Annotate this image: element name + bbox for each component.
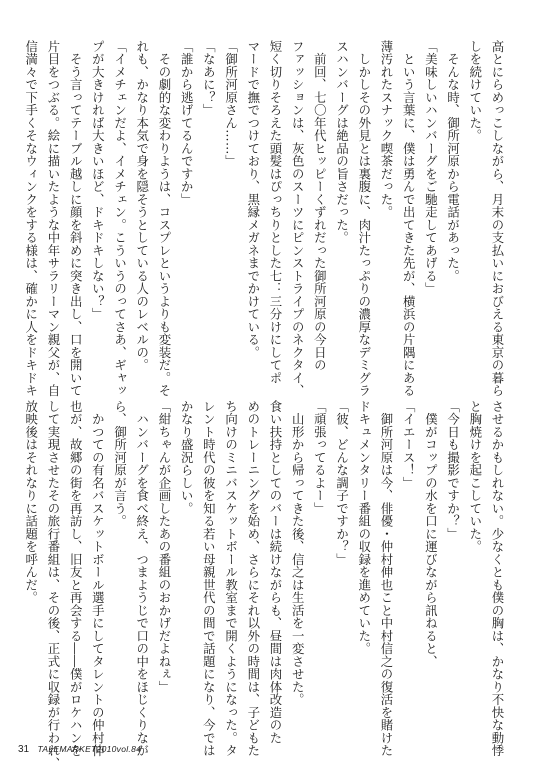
text-line: 「御所河原さん……」 <box>223 40 239 168</box>
text-line: 放映後はそれなりに話題を呼んだ。 <box>23 400 39 604</box>
text-line: 「頑張ってるよー」 <box>312 400 328 515</box>
text-line: 僕がコップの水を口に運びながら訊ねると、 <box>423 400 439 668</box>
text-line: させるかもしれない。少なくとも僕の胸は、かなり不快な動悸 <box>490 400 505 757</box>
text-line: 薄汚れたスナック喫茶だった。 <box>378 40 394 219</box>
text-line: かなり盛況らしい。 <box>179 400 195 515</box>
text-line: ドキュメンタリー番組の収録を進めていた。 <box>356 400 372 655</box>
text-line: ハンバーグを食べ終え、つまようじで口の中をほじくりなが <box>134 400 150 757</box>
text-line: 短く切りそろえた頭髪はぴっちりとした七：三分けにしてポ <box>267 40 283 385</box>
text-line: 食い扶持としてのバーは続けながらも、昼間は肉体改造のた <box>267 400 283 745</box>
text-line: プが大きければ大きいほど、ドキドキしない？」 <box>90 40 106 321</box>
text-line: 「なあに？」 <box>201 40 217 117</box>
text-line: かつての有名バスケットボール選手にしてタレントの仲村伸 <box>90 400 106 757</box>
text-line: そう言ってテーブル越しに顔を斜めに突き出し、口を開いて <box>68 40 84 397</box>
upper-text-block <box>23 40 508 397</box>
text-line: 前回、七〇年代ヒッピーくずれだった御所河原の今日の <box>312 40 328 372</box>
text-line: そんな時、御所河原から電話があった。 <box>445 40 461 283</box>
text-line: 「誰から逃げてるんですか」 <box>179 40 195 206</box>
text-line: マードで撫でつけており、黒縁メガネまでかけている。 <box>245 40 261 359</box>
text-line: という言葉に、僕は勇んで出てきた先が、横浜の片隅にある <box>401 40 417 397</box>
text-line: スハンバーグは絶品の旨さだった。 <box>334 40 350 244</box>
text-line: 「イエース！」 <box>401 400 417 490</box>
text-line: 也が、故郷の街を再訪し、旧友と再会する――僕がロケハンを <box>68 400 84 757</box>
page-number: 31 <box>18 744 30 755</box>
text-line: ち向けのミニバスケットボール教室まで開くようになった。タ <box>223 400 239 757</box>
text-line: 片目をつぶる。絵に描いたような中年サラリーマン親父が、自 <box>45 40 61 397</box>
text-line: その劇的な変わりようは、コスプレというよりも変装だ。そ <box>156 40 172 397</box>
text-line: 高とにらめっこしながら、月末の支払いにおびえる東京の暮ら <box>490 40 505 397</box>
text-line: 山形から帰ってきた後、信之は生活を一変させた。 <box>290 400 306 706</box>
text-line: 「イメチェンだよ、イメチェン。こういうのってさあ、ギャッ <box>112 40 128 397</box>
text-line: ら、御所河原が言う。 <box>112 400 128 528</box>
text-line: 「美味しいハンバーグをご馳走してあげる」 <box>423 40 439 295</box>
text-line: 御所河原は今、俳優・仲村伸也こと中村信之の復活を賭けた <box>378 400 394 757</box>
text-line: 信満々で下手くそなウィンクをする様は、確かに人をドキドキ <box>23 40 39 397</box>
text-line: 「今日も撮影ですか？」 <box>445 400 461 541</box>
text-line: しかしその外見とは裏腹に、肉汁たっぷりの濃厚なデミグラ <box>356 40 372 397</box>
publication-name: TALEMARKET2010vol.84 <box>37 744 142 754</box>
text-line: れも、かなり本気で身を隠そうとしている人のレベルの。 <box>134 40 150 372</box>
page-footer <box>18 744 141 755</box>
text-line: ファッションは、灰色のスーツにピンストライプのネクタイ、 <box>290 40 306 397</box>
text-line: レント時代の彼を知る若い母親世代の間で話題になり、今では <box>201 400 217 757</box>
text-line: しを続けていた。 <box>467 40 483 142</box>
text-line: と胸焼けを起こしていた。 <box>467 400 483 553</box>
text-line: めのトレーニングを始め、さらにそれ以外の時間は、子どもた <box>245 400 261 757</box>
text-line: 「彼、どんな調子ですか？」 <box>334 400 350 566</box>
text-line: 「紺ちゃんが企画したあの番組のおかげだよねぇ」 <box>156 400 172 694</box>
text-line: して実現させたその旅行番組は、その後、正式に収録が行われ、 <box>45 400 61 770</box>
